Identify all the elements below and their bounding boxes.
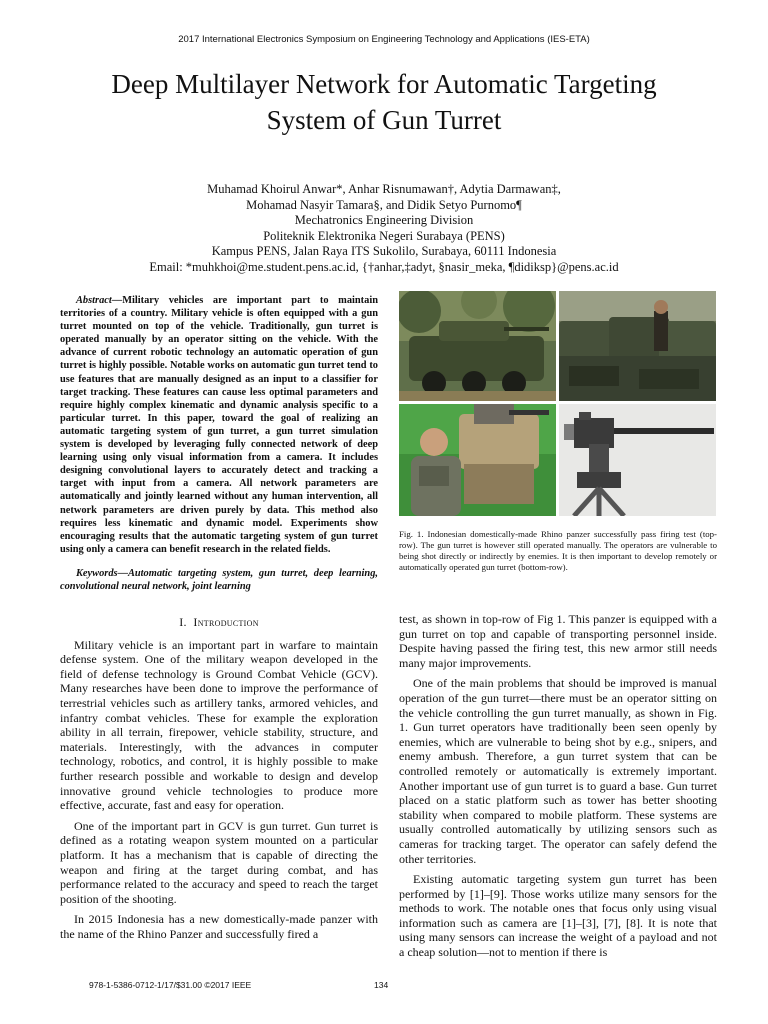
abstract-label: Abstract [76, 295, 112, 306]
left-column [60, 294, 378, 948]
right-paragraph-2: One of the main problems that should be improved is manual operation of the gun turret—there must be an operator sitting on the vehicle controlling the gun turret manually, as shown in Fig. 1. Gun turret operators have traditionally been seen openly by enemies, which are vulnerable to being shot by e.g., snipers, and enemy ambush. Therefore, a gun turret system that can be controlled remotely or automatically is extremely important. Another important use of gun turret is to guard a base. Gun turret placed on a static platform such as tower has better shooting stability when compared to mobile platform. These systems are usually controlled automatically by utilizing sensors such as cameras for tracking target. The operator can safely defend the other territories. [399, 676, 717, 866]
figure-1-caption: Fig. 1. Indonesian domestically-made Rhino panzer successfully pass firing test (top-row). The gun turret is however still operated manually. The operators are vulnerable to being shot directly or indirectly by enemies. It is then important to develop remotely or automatically operated gun turret (bottom-row). [399, 529, 717, 572]
abstract [60, 294, 378, 556]
conference-header: 2017 International Electronics Symposium on Engineering Technology and Applications (IES-ETA) [178, 34, 590, 45]
photo-turret-tripod [559, 404, 716, 516]
authors-line-1: Muhamad Khoirul Anwar*, Anhar Risnumawan†, Adytia Darmawan‡, [207, 182, 561, 196]
author-email: Email: *muhkhoi@me.student.pens.ac.id, {†anhar,‡adyt, §nasir_meka, ¶didiksp}@pens.ac.id [149, 259, 619, 274]
authors-line-2: Mohamad Nasyir Tamara§, and Didik Setyo Purnomo¶ [246, 197, 522, 212]
photo-panzer-forest [399, 291, 556, 401]
footer-isbn: 978-1-5386-0712-1/17/$31.00 ©2017 IEEE [89, 980, 252, 990]
title-line-2: System of Gun Turret [266, 105, 502, 135]
intro-paragraph-1: Military vehicle is an important part in warfare to maintain defense system. One of the military weapon developed in the field of defense technology is Ground Combat Vehicle (GCV). Many researches have been done to improve the performance of terrestrial vehicles such as artillery tanks, armored vehicles, and infantry combat vehicles. These for example the exploration ability in all terrain, firepower, vehicle stability, structure, and materials. Interestingly, with the advances in computer technology, robotics, and control, it is highly possible to make further research possible and workable to design and develop innovative ground vehicle technologies to produce more effective, accurate, fast and easy for operation. [60, 637, 378, 813]
intro-paragraph-3: In 2015 Indonesia has a new domestically-made panzer with the name of the Rhino Panzer and successfully fired a [60, 912, 378, 941]
photo-panzer-lineup [559, 291, 716, 401]
keywords: Keywords—Automatic targeting system, gun turret, deep learning, convolutional neural network, joint learning [60, 567, 378, 592]
paper-title [40, 66, 728, 138]
author-block [60, 182, 708, 275]
author-institution: Politeknik Elektronika Negeri Surabaya (PENS) [263, 228, 505, 243]
page-number: 134 [374, 980, 389, 990]
section-heading-introduction [60, 615, 378, 630]
photo-soldier-remote-turret [399, 404, 556, 516]
right-paragraph-1: test, as shown in top-row of Fig 1. This panzer is equipped with a gun turret on top and capable of transporting personnel inside. Despite having passed the firing test, this new armor still needs many major improvements. [399, 612, 717, 670]
section-number: I. [179, 615, 187, 630]
section-title: Introduction [193, 615, 259, 630]
right-paragraph-3: Existing automatic targeting system gun turret has been performed by [1]–[9]. Those works utilize many sensors for the methods to work. The notable ones that focus only using visual information such as camera are [1]–[3], [7], [8]. It is note that using many sensors can increase the weight of a payload and not a cheap solution—not to mention if there is [399, 872, 717, 960]
author-division: Mechatronics Engineering Division [294, 213, 474, 227]
author-address: Kampus PENS, Jalan Raya ITS Sukolilo, Surabaya, 60111 Indonesia [211, 244, 557, 258]
intro-paragraph-2: One of the important part in GCV is gun turret. Gun turret is defined as a rotating weapon system mounted on a particular platform. It has a mechanism that is capable of directing the weapon and firing at the target during combat, and has performance related to the accuracy and speed to reach the target position of the shooting. [60, 818, 378, 906]
abstract-text: —Military vehicles are important part to maintain territories of a country. Military vehicle is often equipped with a gun turret mounted on top of the vehicle. Traditionally, gun turret is operated manually by an operator sitting on the vehicle. With the advance of current robotic technology an automatic operation of gun turret is highly possible. Notable works on automatic gun turret tend to use features that are manually designed as an input to a classifier for target tracking. These features can cause less optimal parameters and require highly complex kinematic and dynamic analysis specific to a particular turret. In this paper, toward the goal of realizing an automatic targeting system of gun turret, a gun turret simulation system is developed by leveraging fully connected network of deep learning using only visual information from a camera. It includes designing convolutional layers to accurately detect and tracking a target with input from a camera. All network parameters are automatically and jointly learned without any human intervention, all network parameters are driven purely by data. This method also requires less kinematic and dynamic model. Experiments show encouraging results that the automatic targeting system of gun turret using only a camera can benefit research in the related fields. [60, 295, 378, 555]
title-line-1: Deep Multilayer Network for Automatic Targeting [111, 69, 657, 99]
figure-1 [399, 291, 716, 516]
right-column [399, 612, 717, 966]
